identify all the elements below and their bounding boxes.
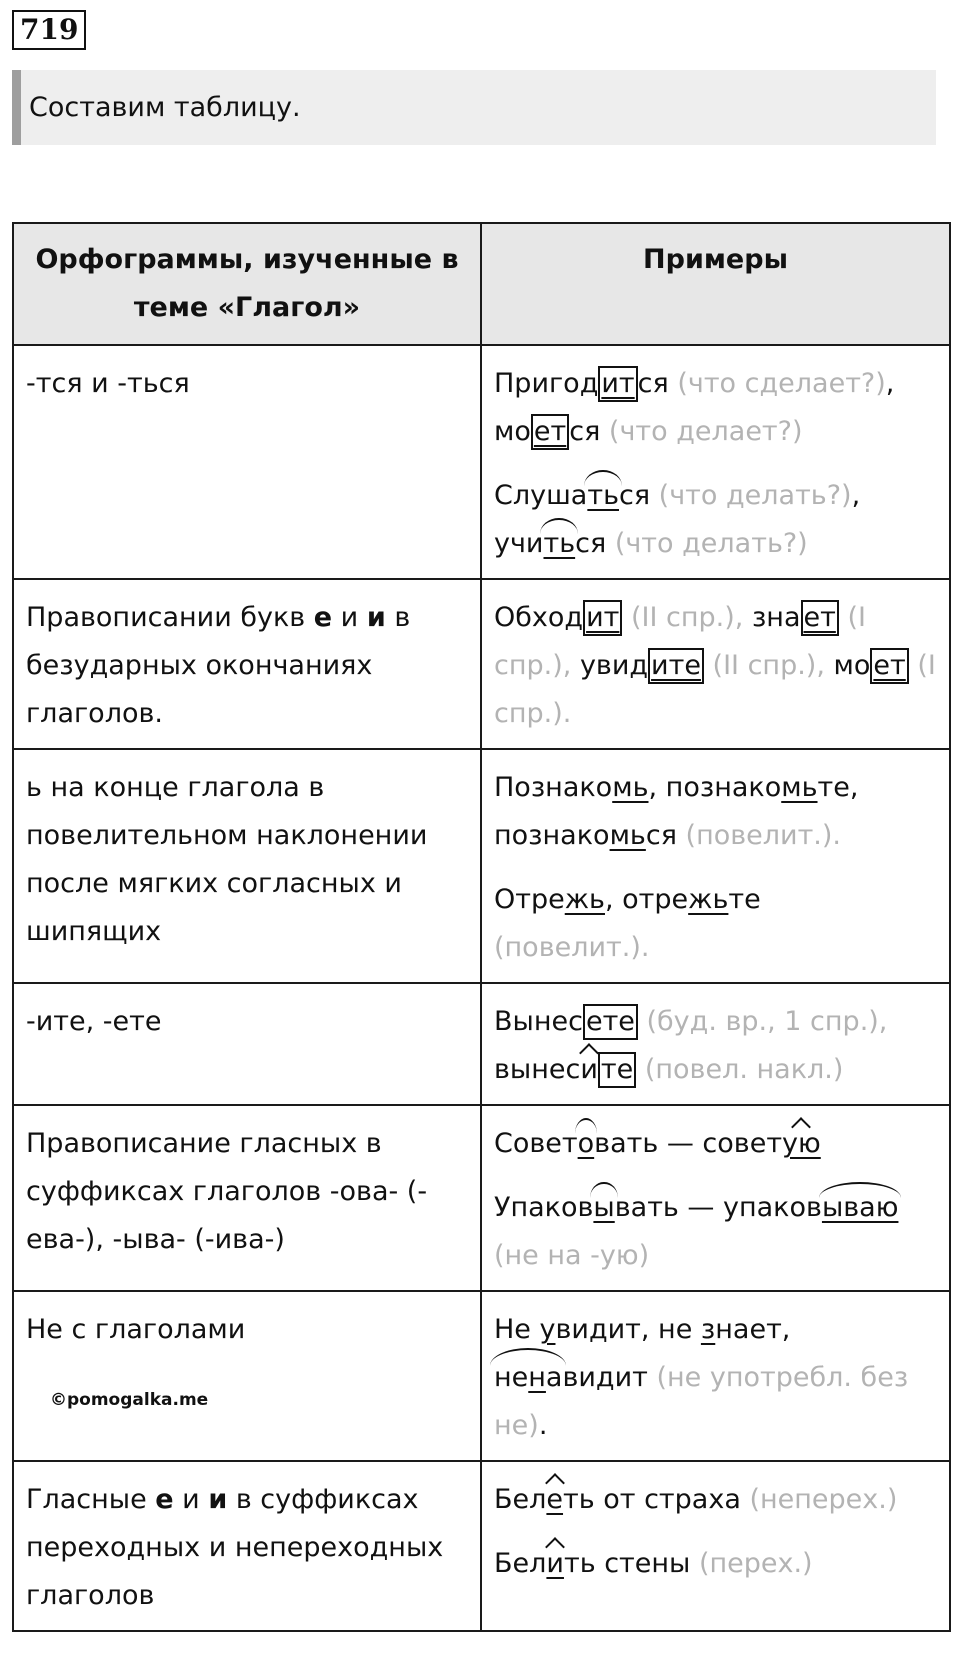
rule-cell: ь на конце глагола в повелительном наклонении после мягких согласных и шипящих <box>13 749 481 983</box>
suffix-mark: и <box>580 1054 598 1085</box>
ending-box: ете <box>583 1004 638 1040</box>
rule-cell: -тся и -ться <box>13 345 481 579</box>
example-cell: Пригод ит ся (что сделает?), мо ет ся (что делает?) Слушаться (что делать?), учиться (что делать?) <box>481 345 950 579</box>
intro-text: Составим таблицу. <box>12 70 936 145</box>
table-row <box>13 345 950 579</box>
table-header-row <box>13 223 950 345</box>
example-cell: Познакомь, познакомьте, познакомься (повелит.). Отрежь, отрежьте (повелит.). <box>481 749 950 983</box>
example-cell: Обход ит (II спр.), зна ет (I спр.), увид ите (II спр.), мо ет (I спр.). <box>481 579 950 749</box>
ending-box: ет <box>870 648 908 684</box>
suffix-mark: е <box>546 1484 564 1515</box>
spelling-table <box>12 222 951 1632</box>
table-row <box>13 983 950 1105</box>
task-number: 719 <box>12 10 86 50</box>
table-row <box>13 1461 950 1631</box>
example-cell: Белеть от страха (неперех.) Белить стены (перех.) <box>481 1461 950 1631</box>
example-cell: Вынес ете (буд. вр., 1 спр.), вынеси те (повел. накл.) <box>481 983 950 1105</box>
table-row <box>13 749 950 983</box>
ending-box: ет <box>801 600 839 636</box>
example-cell: Не увидит, не знает, ненавидит (не употребл. без не). <box>481 1291 950 1461</box>
rule-cell: Гласные е и и в суффиксах переходных и непереходных глаголов <box>13 1461 481 1631</box>
table-row <box>13 1105 950 1291</box>
watermark: ©pomogalka.me <box>50 1390 209 1410</box>
ending-box: ит <box>598 366 637 402</box>
example-cell: Советовать — советую Упаковывать — упаковываю (не на -ую) <box>481 1105 950 1291</box>
header-examples: Примеры <box>481 223 950 345</box>
rule-cell: Правописание гласных в суффиксах глаголов -ова- (-ева-), -ыва- (-ива-) <box>13 1105 481 1291</box>
ending-box: те <box>598 1052 636 1088</box>
rule-cell: Правописании букв е и и в безударных окончаниях глаголов. <box>13 579 481 749</box>
suffix-mark: и <box>546 1548 564 1579</box>
suffix-arc: ы <box>593 1192 615 1223</box>
suffix-mark: ую <box>782 1128 821 1159</box>
suffix-arc: ть <box>543 528 576 559</box>
ending-box: ит <box>583 600 622 636</box>
table-row <box>13 1291 950 1461</box>
prefix-arc: нена <box>494 1362 563 1393</box>
header-rules: Орфограммы, изученные в теме «Глагол» <box>13 223 481 345</box>
suffix-arc: о <box>577 1128 595 1159</box>
ending-box: ите <box>648 648 704 684</box>
ending-box: ет <box>531 414 569 450</box>
suffix-arc: ть <box>587 480 619 511</box>
rule-cell: Не с глаголами ©pomogalka.me <box>13 1291 481 1461</box>
table-row <box>13 579 950 749</box>
rule-cell: -ите, -ете <box>13 983 481 1105</box>
suffix-arc: ываю <box>821 1192 899 1223</box>
